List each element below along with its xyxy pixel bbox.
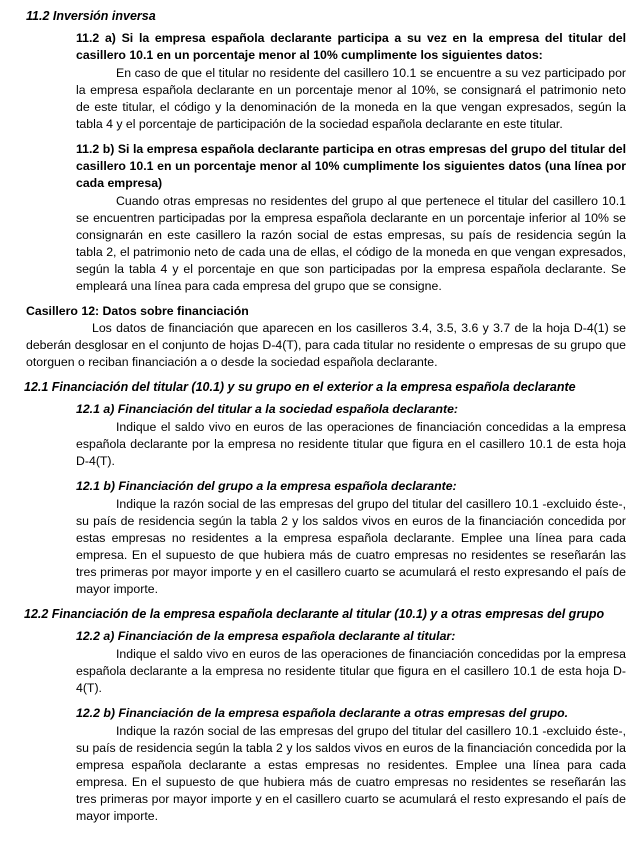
casillero-12-heading: Casillero 12: Datos sobre financiación (26, 304, 249, 318)
section-11-2a-paragraph: En caso de que el titular no residente del casillero 10.1 se encuentre a su vez participado por la empresa española declarante en un porcentaje menor al 10%, se consignará el patrimonio neto de este titular, el código y la denominación de la moneda en la que vengan expresados, según la tabla 4 y el porcentaje de participación de la sociedad española declarante en este titular. (76, 66, 626, 131)
section-12-2b-paragraph: Indique la razón social de las empresas del grupo del titular del casillero 10.1 -excluido éste-, su país de residencia según la tabla 2 y los saldos vivos en euros de la financiación concedida por la empresa española declarante a estas empresas no residentes. Emplee una línea para cada empresa. En el supuesto de que hubiera más de cuatro empresas no residentes se reseñarán las tres primeras por mayor importe y en el casillero cuarto se acumulará el resto expresando el país de mayor importe. (76, 724, 626, 823)
section-12-1-heading: 12.1 Financiación del titular (10.1) y su grupo en el exterior a la empresa española declarante (24, 380, 576, 394)
section-12-2-heading: 12.2 Financiación de la empresa española declarante al titular (10.1) y a otras empresas del grupo (24, 607, 605, 621)
section-12-1a-heading: 12.1 a) Financiación del titular a la sociedad española declarante: (76, 402, 459, 416)
section-12-1b-paragraph: Indique la razón social de las empresas del grupo del titular del casillero 10.1 -excluido éste-, su país de residencia según la tabla 2 y los saldos vivos en euros de la financiación concedida por estas empresas no residentes a la empresa española declarante. Emplee una línea para cada empresa. En el supuesto de que hubiera más de cuatro empresas no residentes se reseñarán las tres primeras por mayor importe y en el casillero cuarto se acumulará el resto expresando el país de mayor importe. (76, 497, 626, 596)
section-12-1a-paragraph: Indique el saldo vivo en euros de las operaciones de financiación concedidas a la empresa española declarante por la empresa no residente titular que figura en el casillero 10.1 de esta hoja D-4(T). (76, 420, 626, 468)
section-11-2a-heading: 11.2 a) Si la empresa española declarante participa a su vez en la empresa del titular del casillero 10.1 en un porcentaje menor al 10% cumplimente los siguientes datos: (76, 31, 626, 62)
section-12-1b-heading: 12.1 b) Financiación del grupo a la empresa española declarante: (76, 479, 457, 493)
section-11-2b-paragraph: Cuando otras empresas no residentes del grupo al que pertenece el titular del casillero 10.1 se encuentren participadas por la empresa española declarante en un porcentaje inferior al 10% se consignarán en este casillero la razón social de estas empresas, su país de residencia según la tabla 2, el patrimonio neto de cada una de ellas, el código de la moneda en que vengan expresados, según la tabla 4 y el porcentaje en que son participadas por la empresa española declarante. Se empleará una línea para cada empresa del grupo que se consigne. (76, 194, 626, 293)
section-11-2-heading: 11.2 Inversión inversa (26, 9, 156, 23)
section-12-2a-heading: 12.2 a) Financiación de la empresa española declarante al titular: (76, 629, 456, 643)
casillero-12-paragraph: Los datos de financiación que aparecen en los casilleros 3.4, 3.5, 3.6 y 3.7 de la hoja D-4(1) se deberán desglosar en el conjunto de hojas D-4(T), para cada titular no residente o empresas de su grupo que otorguen o reciban financiación a o desde la sociedad española declarante. (26, 321, 626, 369)
section-11-2b-heading: 11.2 b) Si la empresa española declarante participa en otras empresas del grupo del titular del casillero 10.1 en un porcentaje menor al 10% cumplimente los siguientes datos (una línea por cada empresa) (76, 142, 626, 190)
section-12-2a-paragraph: Indique el saldo vivo en euros de las operaciones de financiación concedidas por la empresa española declarante a la empresa no residente titular que figura en el casillero 10.1 de esta hoja D-4(T). (76, 647, 626, 695)
section-12-2b-heading: 12.2 b) Financiación de la empresa española declarante a otras empresas del grupo. (76, 706, 569, 720)
